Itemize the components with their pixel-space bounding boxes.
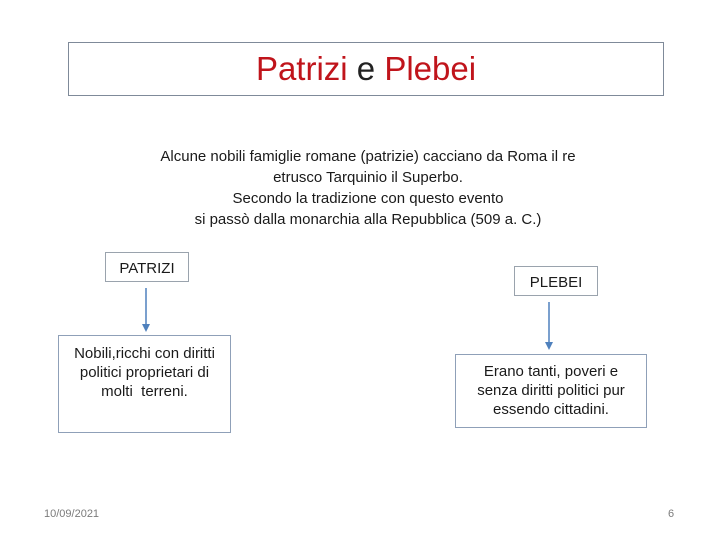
patrizi-description-box [58,335,231,433]
plebei-desc-line: senza diritti politici pur [477,382,625,399]
intro-line: Secondo la tradizione con questo evento [232,190,504,207]
patrizi-desc-line: Nobili,ricchi con diritti [74,345,215,362]
intro-line: Alcune nobili famiglie romane (patrizie) cacciano da Roma il re [160,148,576,165]
patrizi-desc-line: politici proprietari di [79,364,210,381]
patrizi-label: PATRIZI [119,260,175,277]
title-conjunction: e [347,50,385,87]
plebei-description-box [455,354,647,428]
plebei-desc-line: Erano tanti, poveri e [483,363,619,380]
intro-line: etrusco Tarquinio il Superbo. [273,169,463,186]
page-number: 6 [668,508,675,520]
footer-date: 10/09/2021 [44,508,100,520]
patrizi-desc-line: molti terreni. [101,383,188,400]
plebei-label: PLEBEI [529,274,583,291]
title-patrizi: Patrizi [255,50,348,87]
title-plebei: Plebei [384,50,477,87]
intro-line: si passò dalla monarchia alla Repubblica (509 a. C.) [194,211,542,228]
plebei-desc-line: essendo cittadini. [493,401,609,418]
